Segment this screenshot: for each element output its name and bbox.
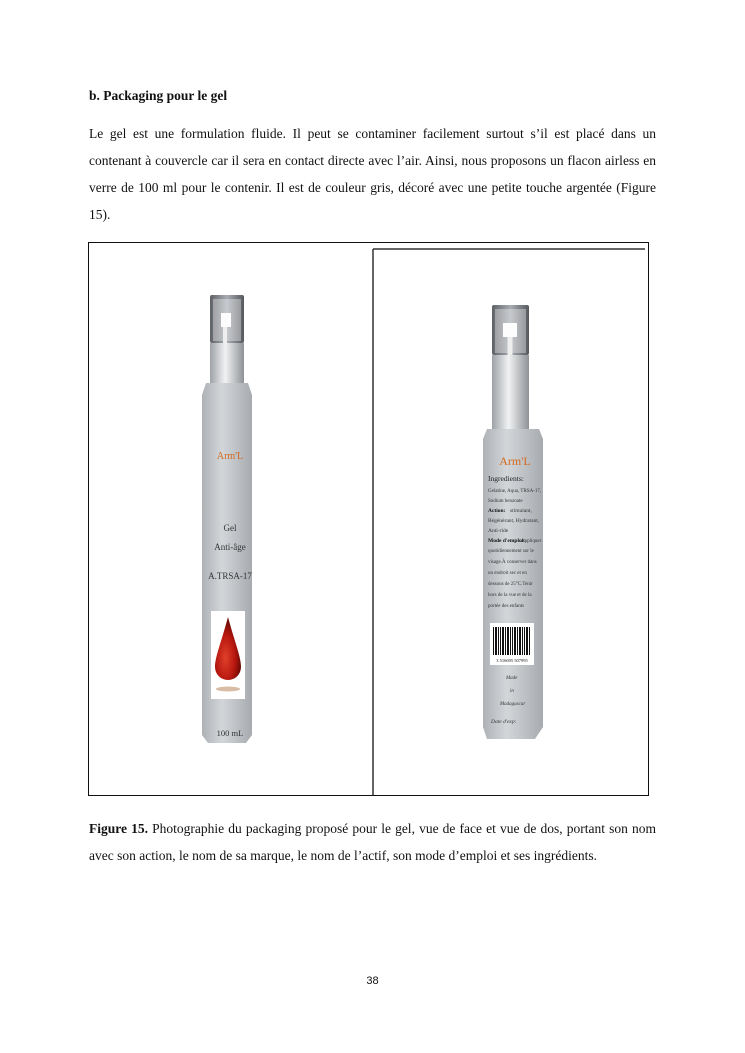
section-heading: b. Packaging pour le gel (89, 88, 228, 103)
front-brand: Arm'L (216, 451, 244, 462)
back-brand: Arm'L (499, 454, 531, 468)
made-text: Made (506, 676, 518, 681)
packaging-photo (89, 243, 649, 796)
barcode-number: 3 516695 507995 (496, 658, 528, 663)
back-silver-collar (492, 355, 529, 429)
mode-line-1: Appliquer (521, 539, 542, 544)
mode-label: Mode d'emploi: (488, 538, 526, 544)
front-active: A.TRSA-17 (208, 571, 252, 581)
expiry-text: Date d'exp: (491, 719, 517, 725)
mode-line-7: portée des enfants (488, 604, 525, 609)
in-text: in (510, 689, 514, 694)
mode-line-3: visage.À conserver dans (488, 560, 537, 565)
back-bottle (483, 305, 543, 739)
caption-text: Photographie du packaging proposé pour le gel, vue de face et vue de dos, portant son nom avec son action, le nom de sa marque, le nom de l’actif, son mode d’emploi et ses ingrédients. (89, 821, 656, 863)
page-number: 38 (366, 975, 379, 987)
ingredients-title: Ingredients: (488, 474, 524, 483)
front-silver-collar (210, 343, 244, 383)
action-line-1: stimulant, (510, 508, 532, 514)
mode-line-4: un endroit sec et en (488, 571, 527, 576)
mode-line-2: quotidiennement sur le (488, 549, 534, 554)
ingredients-line-1: Gelatine, Aqua, TRSA-17, (488, 489, 542, 494)
caption-label: Figure 15. (89, 821, 148, 836)
action-line-3: Anti-ride (488, 528, 509, 534)
country-text: Madagascar (500, 702, 526, 707)
front-claim: Anti-âge (214, 542, 246, 552)
action-line-2: Régénérant, Hydratant, (488, 518, 540, 524)
ingredients-line-2: Sodium benzoate (488, 499, 523, 504)
mode-line-5: dessous de 25°C.Tenir (488, 582, 533, 587)
figure-caption (89, 815, 656, 869)
barcode (490, 623, 534, 665)
body-paragraph: Le gel est une formulation fluide. Il peut se contaminer facilement surtout s’il est placé dans un contenant à couvercle car il sera en contact directe avec l’air. Ainsi, nous proposons un flacon airless en verre de 100 ml pour le contenir. Il est de couleur gris, décoré avec une petite touche argentée (Figure 15). (89, 126, 656, 222)
action-label: Action: (488, 508, 506, 514)
front-volume: 100 mL (216, 728, 244, 738)
mode-line-6: hors de la vue et de la (488, 593, 532, 598)
front-product: Gel (223, 523, 237, 533)
figure-15-frame (88, 242, 649, 796)
